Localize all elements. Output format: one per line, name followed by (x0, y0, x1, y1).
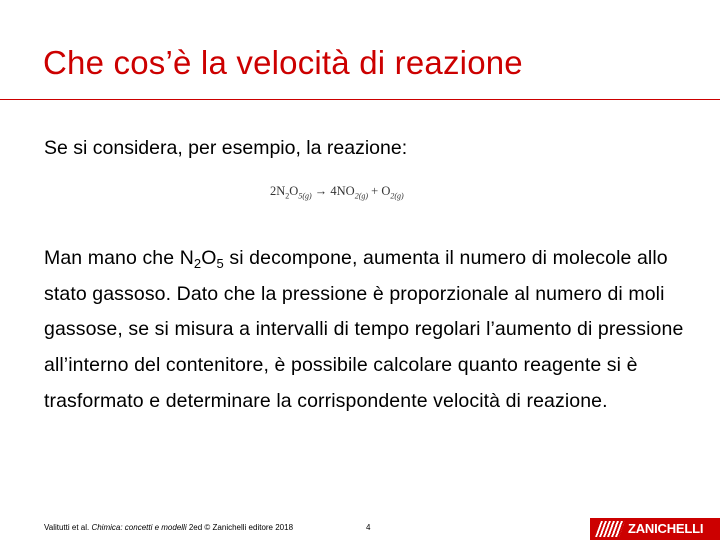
eq-coef-2: 4 (330, 184, 337, 198)
body-paragraph (44, 241, 684, 420)
eq-reactant-n-sub: 2 (285, 191, 290, 201)
eq-product-o2-sub: 2(g) (390, 191, 404, 201)
footer-edition: 2ed © Zanichelli editore 2018 (188, 523, 294, 532)
body-text-3: si decompone, aumenta il numero di molecole allo stato gassoso. Dato che la pressione è proporzionale al numero di moli gassose, se si misura a intervalli di tempo regolari l’aumento di pressione all’interno del contenitore, è possibile calcolare quanto reagente si è trasformato e determinare la corrispondente velocità di reazione. (44, 247, 684, 412)
footer-book-title: Chimica: concetti e modelli (91, 523, 187, 532)
eq-arrow: → (314, 184, 328, 198)
eq-product-no2-sub: 2(g) (354, 191, 369, 201)
footer-authors: Valitutti et al. (44, 523, 90, 532)
page-number: 4 (366, 523, 371, 532)
eq-reactant-o-sub: 5(g) (298, 191, 312, 201)
eq-reactant-o: O (289, 184, 299, 198)
title-divider (0, 99, 720, 100)
publisher-logo (590, 518, 720, 540)
eq-product-no2: NO (336, 184, 355, 198)
eq-coef-1: 2 (270, 184, 277, 198)
body-text-2: O (201, 247, 217, 269)
body-text-1: Man mano che N (44, 247, 194, 269)
body-sub-1: 2 (193, 256, 202, 271)
intro-text: Se si considera, per esempio, la reazione: (44, 137, 408, 159)
eq-plus: + (371, 184, 379, 198)
reaction-equation (270, 184, 404, 201)
eq-reactant-n: N (276, 184, 286, 198)
body-sub-2: 5 (216, 256, 224, 271)
slide-title: Che cos’è la velocità di reazione (43, 44, 523, 81)
footer-citation (44, 523, 293, 532)
logo-text: ZANICHELLI (628, 521, 704, 536)
logo-stripes-icon (595, 521, 625, 537)
eq-product-o2: O (381, 184, 391, 198)
